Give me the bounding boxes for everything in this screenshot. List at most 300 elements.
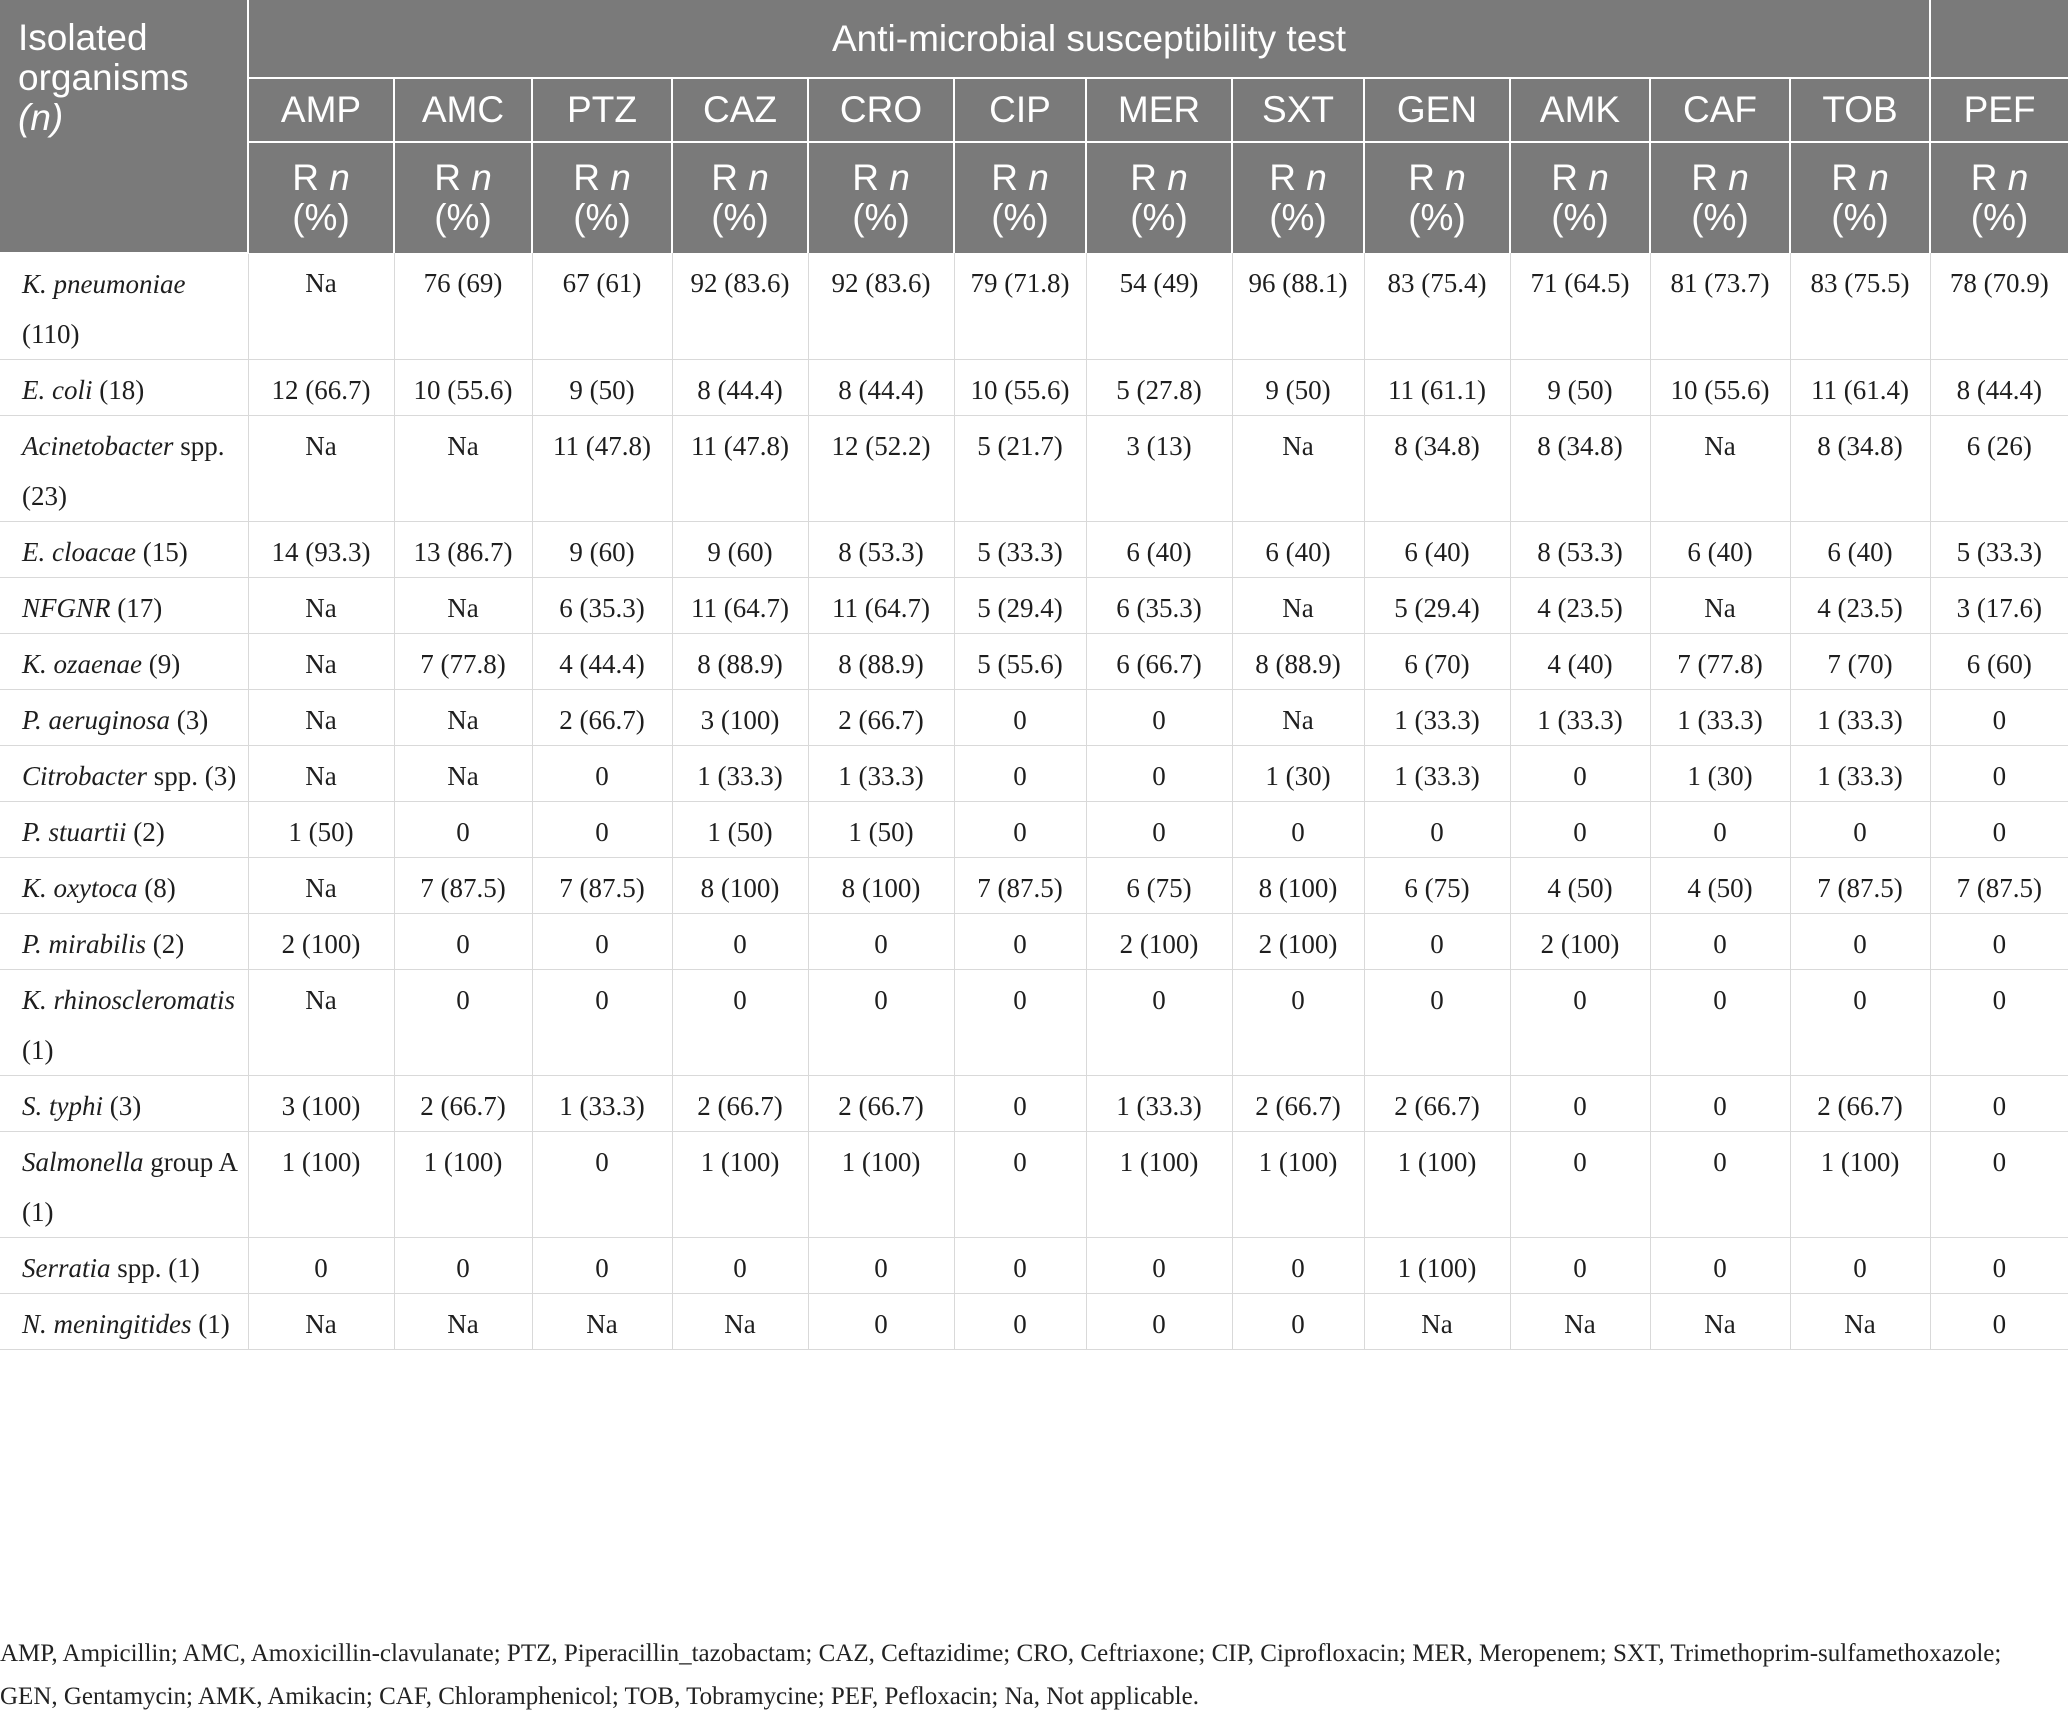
resistance-cell: 67 (61) xyxy=(532,253,672,360)
resistance-cell: 1 (100) xyxy=(808,1132,954,1238)
organism-name-italic: K. pneumoniae xyxy=(22,269,186,299)
subheader-r: R xyxy=(1130,157,1157,198)
resistance-cell: 0 xyxy=(1930,1238,2068,1294)
resistance-cell: 1 (33.3) xyxy=(532,1076,672,1132)
organism-name xyxy=(0,1132,248,1238)
resistance-cell: 0 xyxy=(1790,914,1930,970)
organism-name-italic: P. aeruginosa xyxy=(22,705,171,735)
resistance-cell: 1 (100) xyxy=(1364,1132,1510,1238)
resistance-cell: 2 (100) xyxy=(248,914,394,970)
table-row xyxy=(0,970,2068,1076)
resistance-cell: 11 (47.8) xyxy=(672,416,808,522)
resistance-cell: 0 xyxy=(1232,1294,1364,1350)
organism-name-italic: E. coli xyxy=(22,375,93,405)
table-row xyxy=(0,1076,2068,1132)
resistance-cell: 0 xyxy=(1086,970,1232,1076)
subheader-pct: (%) xyxy=(852,197,910,238)
resistance-cell: 0 xyxy=(808,1238,954,1294)
resistance-cell: 1 (100) xyxy=(1790,1132,1930,1238)
resistance-cell: 3 (13) xyxy=(1086,416,1232,522)
organism-name xyxy=(0,634,248,690)
resistance-cell: 7 (87.5) xyxy=(532,858,672,914)
resistance-cell: 0 xyxy=(1930,1294,2068,1350)
resistance-cell: 7 (87.5) xyxy=(1930,858,2068,914)
resistance-cell: 10 (55.6) xyxy=(954,360,1086,416)
organism-name xyxy=(0,1238,248,1294)
resistance-cell: 0 xyxy=(1510,1238,1650,1294)
resistance-cell: 2 (66.7) xyxy=(808,690,954,746)
organism-name-count: spp. (23) xyxy=(22,431,225,511)
subheader-n: n xyxy=(1728,157,1749,198)
organism-name-count: spp. (3) xyxy=(147,761,237,791)
organism-name xyxy=(0,522,248,578)
resistance-cell: 8 (88.9) xyxy=(672,634,808,690)
resistance-cell: 1 (33.3) xyxy=(808,746,954,802)
resistance-cell: 0 xyxy=(394,1238,532,1294)
resistance-cell: 7 (77.8) xyxy=(1650,634,1790,690)
resistance-cell: 0 xyxy=(394,802,532,858)
resistance-cell: 8 (100) xyxy=(1232,858,1364,914)
resistance-subheader xyxy=(1650,142,1790,253)
resistance-cell: 1 (100) xyxy=(672,1132,808,1238)
organism-name-count: (1) xyxy=(22,1035,54,1065)
resistance-cell: 1 (33.3) xyxy=(1086,1076,1232,1132)
resistance-cell: 0 xyxy=(954,746,1086,802)
resistance-cell: 5 (29.4) xyxy=(1364,578,1510,634)
organism-name-italic: NFGNR xyxy=(22,593,111,623)
resistance-cell: 0 xyxy=(1930,970,2068,1076)
resistance-cell: 1 (33.3) xyxy=(1650,690,1790,746)
subheader-pct: (%) xyxy=(434,197,492,238)
resistance-cell: 6 (26) xyxy=(1930,416,2068,522)
resistance-cell: 6 (60) xyxy=(1930,634,2068,690)
resistance-cell: 0 xyxy=(1510,746,1650,802)
subheader-pct: (%) xyxy=(991,197,1049,238)
resistance-subheader xyxy=(672,142,808,253)
antibiotic-header-cro: CRO xyxy=(808,78,954,142)
resistance-cell: 1 (33.3) xyxy=(672,746,808,802)
resistance-cell: Na xyxy=(394,1294,532,1350)
organism-label-line1: Isolated xyxy=(18,17,148,58)
resistance-cell: 1 (33.3) xyxy=(1510,690,1650,746)
resistance-cell: Na xyxy=(394,416,532,522)
antibiotic-header-amp: AMP xyxy=(248,78,394,142)
subheader-r: R xyxy=(292,157,319,198)
resistance-cell: 2 (66.7) xyxy=(1790,1076,1930,1132)
resistance-cell: 8 (88.9) xyxy=(808,634,954,690)
resistance-cell: 8 (100) xyxy=(672,858,808,914)
organism-name xyxy=(0,1076,248,1132)
resistance-cell: Na xyxy=(1790,1294,1930,1350)
resistance-subheader xyxy=(532,142,672,253)
resistance-cell: 1 (50) xyxy=(808,802,954,858)
subheader-n: n xyxy=(471,157,492,198)
organism-name-italic: K. ozaenae xyxy=(22,649,142,679)
antibiotic-header-row xyxy=(0,78,2068,142)
resistance-cell: 1 (33.3) xyxy=(1364,690,1510,746)
resistance-cell: 0 xyxy=(1650,1238,1790,1294)
resistance-cell: 0 xyxy=(1510,1076,1650,1132)
resistance-cell: 8 (44.4) xyxy=(672,360,808,416)
organism-name xyxy=(0,1294,248,1350)
resistance-subheader xyxy=(1790,142,1930,253)
organism-label-line2: organisms xyxy=(18,57,189,98)
organism-name-count: (18) xyxy=(92,375,145,405)
resistance-cell: Na xyxy=(1650,416,1790,522)
organism-name-count: spp. (1) xyxy=(110,1253,200,1283)
organism-name-count: (3) xyxy=(103,1091,142,1121)
resistance-cell: 5 (33.3) xyxy=(1930,522,2068,578)
resistance-cell: 1 (100) xyxy=(1364,1238,1510,1294)
antibiotic-header-pef: PEF xyxy=(1930,78,2068,142)
resistance-cell: 0 xyxy=(672,914,808,970)
organism-name-count: (9) xyxy=(141,649,181,679)
table-row xyxy=(0,253,2068,360)
resistance-cell: Na xyxy=(248,690,394,746)
resistance-cell: 4 (23.5) xyxy=(1510,578,1650,634)
resistance-cell: 0 xyxy=(1086,802,1232,858)
organism-name-italic: S. typhi xyxy=(22,1091,103,1121)
resistance-cell: 2 (66.7) xyxy=(532,690,672,746)
subheader-r: R xyxy=(991,157,1018,198)
resistance-cell: 76 (69) xyxy=(394,253,532,360)
table-footnote: AMP, Ampicillin; AMC, Amoxicillin-clavulanate; PTZ, Piperacillin_tazobactam; CAZ, Ceftazidime; CRO, Ceftriaxone; CIP, Ciprofloxacin; MER, Meropenem; SXT, Trimethoprim-sulfamethoxazole; GEN, Gentamycin; AMK, Amikacin; CAF, Chloramphenicol; TOB, Tobramycine; PEF, Pefloxacin; Na, Not applicable. xyxy=(0,1640,2002,1710)
resistance-subheader xyxy=(394,142,532,253)
organism-name-count: group A (1) xyxy=(22,1147,237,1227)
subheader-r: R xyxy=(1269,157,1296,198)
resistance-cell: 6 (66.7) xyxy=(1086,634,1232,690)
resistance-cell: 0 xyxy=(808,914,954,970)
resistance-subheader xyxy=(1232,142,1364,253)
resistance-cell: 0 xyxy=(954,1132,1086,1238)
resistance-cell: 7 (87.5) xyxy=(394,858,532,914)
resistance-cell: 0 xyxy=(1232,970,1364,1076)
resistance-cell: 1 (50) xyxy=(248,802,394,858)
subheader-r: R xyxy=(1691,157,1718,198)
table-body xyxy=(0,253,2068,1350)
antibiotic-header-mer: MER xyxy=(1086,78,1232,142)
resistance-cell: 0 xyxy=(954,802,1086,858)
organism-name xyxy=(0,578,248,634)
resistance-cell: 83 (75.5) xyxy=(1790,253,1930,360)
subheader-n: n xyxy=(1868,157,1889,198)
subheader-n: n xyxy=(329,157,350,198)
resistance-cell: 8 (88.9) xyxy=(1232,634,1364,690)
resistance-cell: 0 xyxy=(1650,802,1790,858)
resistance-cell: Na xyxy=(248,858,394,914)
resistance-cell: 0 xyxy=(808,1294,954,1350)
resistance-cell: 0 xyxy=(1650,970,1790,1076)
resistance-cell: 1 (100) xyxy=(1086,1132,1232,1238)
resistance-cell: 9 (50) xyxy=(532,360,672,416)
subheader-r: R xyxy=(711,157,738,198)
table-row xyxy=(0,416,2068,522)
organism-name-italic: K. rhinoscleromatis xyxy=(22,985,236,1015)
resistance-cell: 4 (50) xyxy=(1510,858,1650,914)
resistance-cell: Na xyxy=(394,578,532,634)
subheader-pct: (%) xyxy=(1269,197,1327,238)
resistance-cell: 0 xyxy=(1790,970,1930,1076)
resistance-cell: 1 (100) xyxy=(1232,1132,1364,1238)
organism-name-count: (2) xyxy=(146,929,185,959)
table-row xyxy=(0,914,2068,970)
resistance-cell: 8 (34.8) xyxy=(1510,416,1650,522)
resistance-cell: 8 (53.3) xyxy=(1510,522,1650,578)
resistance-cell: 92 (83.6) xyxy=(808,253,954,360)
resistance-cell: 12 (52.2) xyxy=(808,416,954,522)
resistance-cell: 7 (87.5) xyxy=(954,858,1086,914)
resistance-cell: 1 (33.3) xyxy=(1790,746,1930,802)
resistance-cell: 2 (66.7) xyxy=(1232,1076,1364,1132)
subheader-n: n xyxy=(748,157,769,198)
resistance-cell: 0 xyxy=(1930,914,2068,970)
resistance-cell: 0 xyxy=(532,1238,672,1294)
resistance-cell: 1 (33.3) xyxy=(1364,746,1510,802)
resistance-cell: 4 (50) xyxy=(1650,858,1790,914)
resistance-cell: 0 xyxy=(1364,914,1510,970)
resistance-cell: Na xyxy=(248,253,394,360)
subheader-n: n xyxy=(610,157,631,198)
organism-name-italic: K. oxytoca xyxy=(22,873,138,903)
resistance-cell: 10 (55.6) xyxy=(394,360,532,416)
organism-name-count: (110) xyxy=(22,319,80,349)
organism-name xyxy=(0,802,248,858)
subheader-pct: (%) xyxy=(1130,197,1188,238)
antibiotic-header-amc: AMC xyxy=(394,78,532,142)
resistance-cell: 2 (100) xyxy=(1510,914,1650,970)
resistance-cell: 8 (44.4) xyxy=(808,360,954,416)
resistance-cell: 0 xyxy=(394,914,532,970)
subheader-r: R xyxy=(1831,157,1858,198)
resistance-cell: Na xyxy=(1510,1294,1650,1350)
subheader-r: R xyxy=(852,157,879,198)
resistance-cell: 2 (66.7) xyxy=(1364,1076,1510,1132)
resistance-cell: 92 (83.6) xyxy=(672,253,808,360)
resistance-cell: 71 (64.5) xyxy=(1510,253,1650,360)
subheader-n: n xyxy=(2007,157,2029,198)
resistance-cell: 3 (100) xyxy=(248,1076,394,1132)
resistance-cell: 79 (71.8) xyxy=(954,253,1086,360)
organism-name-italic: P. mirabilis xyxy=(22,929,147,959)
subheader-n: n xyxy=(1167,157,1188,198)
resistance-cell: 1 (100) xyxy=(248,1132,394,1238)
resistance-cell: 2 (66.7) xyxy=(808,1076,954,1132)
resistance-cell: 10 (55.6) xyxy=(1650,360,1790,416)
resistance-cell: Na xyxy=(248,634,394,690)
subheader-r: R xyxy=(1551,157,1578,198)
subheader-pct: (%) xyxy=(573,197,631,238)
resistance-subheader xyxy=(1930,142,2068,253)
resistance-cell: 78 (70.9) xyxy=(1930,253,2068,360)
subheader-r: R xyxy=(1970,157,1998,198)
resistance-cell: 8 (53.3) xyxy=(808,522,954,578)
antibiotic-header-cip: CIP xyxy=(954,78,1086,142)
resistance-cell: 0 xyxy=(1086,1294,1232,1350)
organism-name xyxy=(0,360,248,416)
resistance-cell: 1 (33.3) xyxy=(1790,690,1930,746)
table-row xyxy=(0,746,2068,802)
resistance-cell: Na xyxy=(1232,690,1364,746)
resistance-cell: 5 (29.4) xyxy=(954,578,1086,634)
resistance-cell: Na xyxy=(532,1294,672,1350)
resistance-cell: 83 (75.4) xyxy=(1364,253,1510,360)
resistance-cell: 0 xyxy=(1364,802,1510,858)
organism-name-count: (15) xyxy=(135,537,188,567)
table-row xyxy=(0,578,2068,634)
antibiotic-header-gen: GEN xyxy=(1364,78,1510,142)
resistance-cell: 6 (35.3) xyxy=(1086,578,1232,634)
resistance-cell: 0 xyxy=(1086,746,1232,802)
resistance-cell: 0 xyxy=(532,1132,672,1238)
resistance-cell: 3 (17.6) xyxy=(1930,578,2068,634)
resistance-cell: 5 (21.7) xyxy=(954,416,1086,522)
table-row xyxy=(0,1238,2068,1294)
resistance-cell: Na xyxy=(1650,578,1790,634)
resistance-cell: 1 (30) xyxy=(1232,746,1364,802)
resistance-cell: Na xyxy=(248,1294,394,1350)
organism-name-italic: Citrobacter xyxy=(22,761,147,791)
resistance-cell: 13 (86.7) xyxy=(394,522,532,578)
organism-name-italic: E. cloacae xyxy=(22,537,136,567)
resistance-cell: 0 xyxy=(532,970,672,1076)
resistance-cell: 6 (75) xyxy=(1086,858,1232,914)
resistance-cell: 9 (60) xyxy=(532,522,672,578)
resistance-cell: 0 xyxy=(1086,1238,1232,1294)
resistance-cell: Na xyxy=(248,746,394,802)
resistance-cell: 4 (40) xyxy=(1510,634,1650,690)
resistance-cell: 8 (44.4) xyxy=(1930,360,2068,416)
resistance-subheader xyxy=(248,142,394,253)
resistance-cell: 7 (77.8) xyxy=(394,634,532,690)
organism-column-header xyxy=(0,0,248,253)
resistance-cell: 6 (40) xyxy=(1790,522,1930,578)
table-row xyxy=(0,858,2068,914)
resistance-cell: 5 (33.3) xyxy=(954,522,1086,578)
resistance-cell: Na xyxy=(1364,1294,1510,1350)
resistance-cell: 0 xyxy=(954,1294,1086,1350)
subheader-pct: (%) xyxy=(1551,197,1609,238)
resistance-cell: 9 (60) xyxy=(672,522,808,578)
resistance-cell: 7 (87.5) xyxy=(1790,858,1930,914)
resistance-cell: 0 xyxy=(1790,802,1930,858)
antibiotic-header-caz: CAZ xyxy=(672,78,808,142)
antibiotic-header-caf: CAF xyxy=(1650,78,1790,142)
resistance-cell: Na xyxy=(1650,1294,1790,1350)
organism-name xyxy=(0,970,248,1076)
resistance-cell: 1 (30) xyxy=(1650,746,1790,802)
resistance-cell: 0 xyxy=(672,970,808,1076)
subheader-pct: (%) xyxy=(1691,197,1749,238)
resistance-cell: Na xyxy=(248,970,394,1076)
resistance-cell: Na xyxy=(1232,578,1364,634)
organism-label-n: (n) xyxy=(18,97,64,138)
resistance-cell: 81 (73.7) xyxy=(1650,253,1790,360)
resistance-cell: 11 (64.7) xyxy=(672,578,808,634)
resistance-cell: 6 (40) xyxy=(1650,522,1790,578)
resistance-cell: 0 xyxy=(1510,1132,1650,1238)
resistance-cell: 2 (100) xyxy=(1086,914,1232,970)
resistance-cell: 0 xyxy=(1930,802,2068,858)
resistance-subheader xyxy=(1086,142,1232,253)
organism-name-italic: Salmonella xyxy=(22,1147,144,1177)
subheader-n: n xyxy=(1445,157,1466,198)
resistance-subheader xyxy=(954,142,1086,253)
table-row xyxy=(0,360,2068,416)
resistance-cell: 12 (66.7) xyxy=(248,360,394,416)
resistance-header-row xyxy=(0,142,2068,253)
resistance-cell: Na xyxy=(1232,416,1364,522)
resistance-cell: 96 (88.1) xyxy=(1232,253,1364,360)
subheader-r: R xyxy=(573,157,600,198)
resistance-cell: 0 xyxy=(1930,690,2068,746)
organism-name xyxy=(0,690,248,746)
resistance-cell: 0 xyxy=(954,1238,1086,1294)
resistance-cell: 8 (100) xyxy=(808,858,954,914)
organism-name-italic: Acinetobacter xyxy=(22,431,174,461)
resistance-cell: 0 xyxy=(1650,914,1790,970)
resistance-cell: 2 (100) xyxy=(1232,914,1364,970)
resistance-cell: 14 (93.3) xyxy=(248,522,394,578)
resistance-cell: 0 xyxy=(954,690,1086,746)
resistance-cell: 6 (35.3) xyxy=(532,578,672,634)
resistance-cell: 0 xyxy=(808,970,954,1076)
resistance-cell: 0 xyxy=(1232,1238,1364,1294)
resistance-cell: 6 (40) xyxy=(1232,522,1364,578)
resistance-cell: Na xyxy=(394,746,532,802)
subheader-n: n xyxy=(889,157,910,198)
resistance-cell: 11 (47.8) xyxy=(532,416,672,522)
organism-name xyxy=(0,858,248,914)
table-row xyxy=(0,522,2068,578)
resistance-cell: 0 xyxy=(1364,970,1510,1076)
resistance-cell: 8 (34.8) xyxy=(1790,416,1930,522)
resistance-cell: 2 (66.7) xyxy=(672,1076,808,1132)
resistance-cell: 3 (100) xyxy=(672,690,808,746)
resistance-cell: 0 xyxy=(1086,690,1232,746)
resistance-subheader xyxy=(1364,142,1510,253)
subheader-r: R xyxy=(434,157,461,198)
organism-name-italic: P. stuartii xyxy=(22,817,127,847)
resistance-subheader xyxy=(1510,142,1650,253)
antibiotic-header-tob: TOB xyxy=(1790,78,1930,142)
organism-name-italic: N. meningitides xyxy=(22,1309,192,1339)
resistance-cell: 11 (61.4) xyxy=(1790,360,1930,416)
resistance-cell: 5 (27.8) xyxy=(1086,360,1232,416)
resistance-cell: 0 xyxy=(248,1238,394,1294)
resistance-cell: 0 xyxy=(532,802,672,858)
resistance-cell: 4 (44.4) xyxy=(532,634,672,690)
resistance-cell: 0 xyxy=(1650,1132,1790,1238)
table-row xyxy=(0,634,2068,690)
resistance-cell: Na xyxy=(672,1294,808,1350)
organism-name xyxy=(0,914,248,970)
subheader-pct: (%) xyxy=(1970,197,2029,238)
resistance-cell: 0 xyxy=(954,914,1086,970)
resistance-cell: 11 (61.1) xyxy=(1364,360,1510,416)
resistance-cell: 7 (70) xyxy=(1790,634,1930,690)
subheader-pct: (%) xyxy=(1408,197,1466,238)
organism-name xyxy=(0,416,248,522)
antibiotic-header-ptz: PTZ xyxy=(532,78,672,142)
resistance-cell: 2 (66.7) xyxy=(394,1076,532,1132)
subheader-n: n xyxy=(1588,157,1609,198)
resistance-cell: Na xyxy=(394,690,532,746)
resistance-cell: 54 (49) xyxy=(1086,253,1232,360)
resistance-cell: 1 (100) xyxy=(394,1132,532,1238)
resistance-cell: 5 (55.6) xyxy=(954,634,1086,690)
resistance-cell: 6 (70) xyxy=(1364,634,1510,690)
group-title-spacer xyxy=(1930,0,2068,78)
